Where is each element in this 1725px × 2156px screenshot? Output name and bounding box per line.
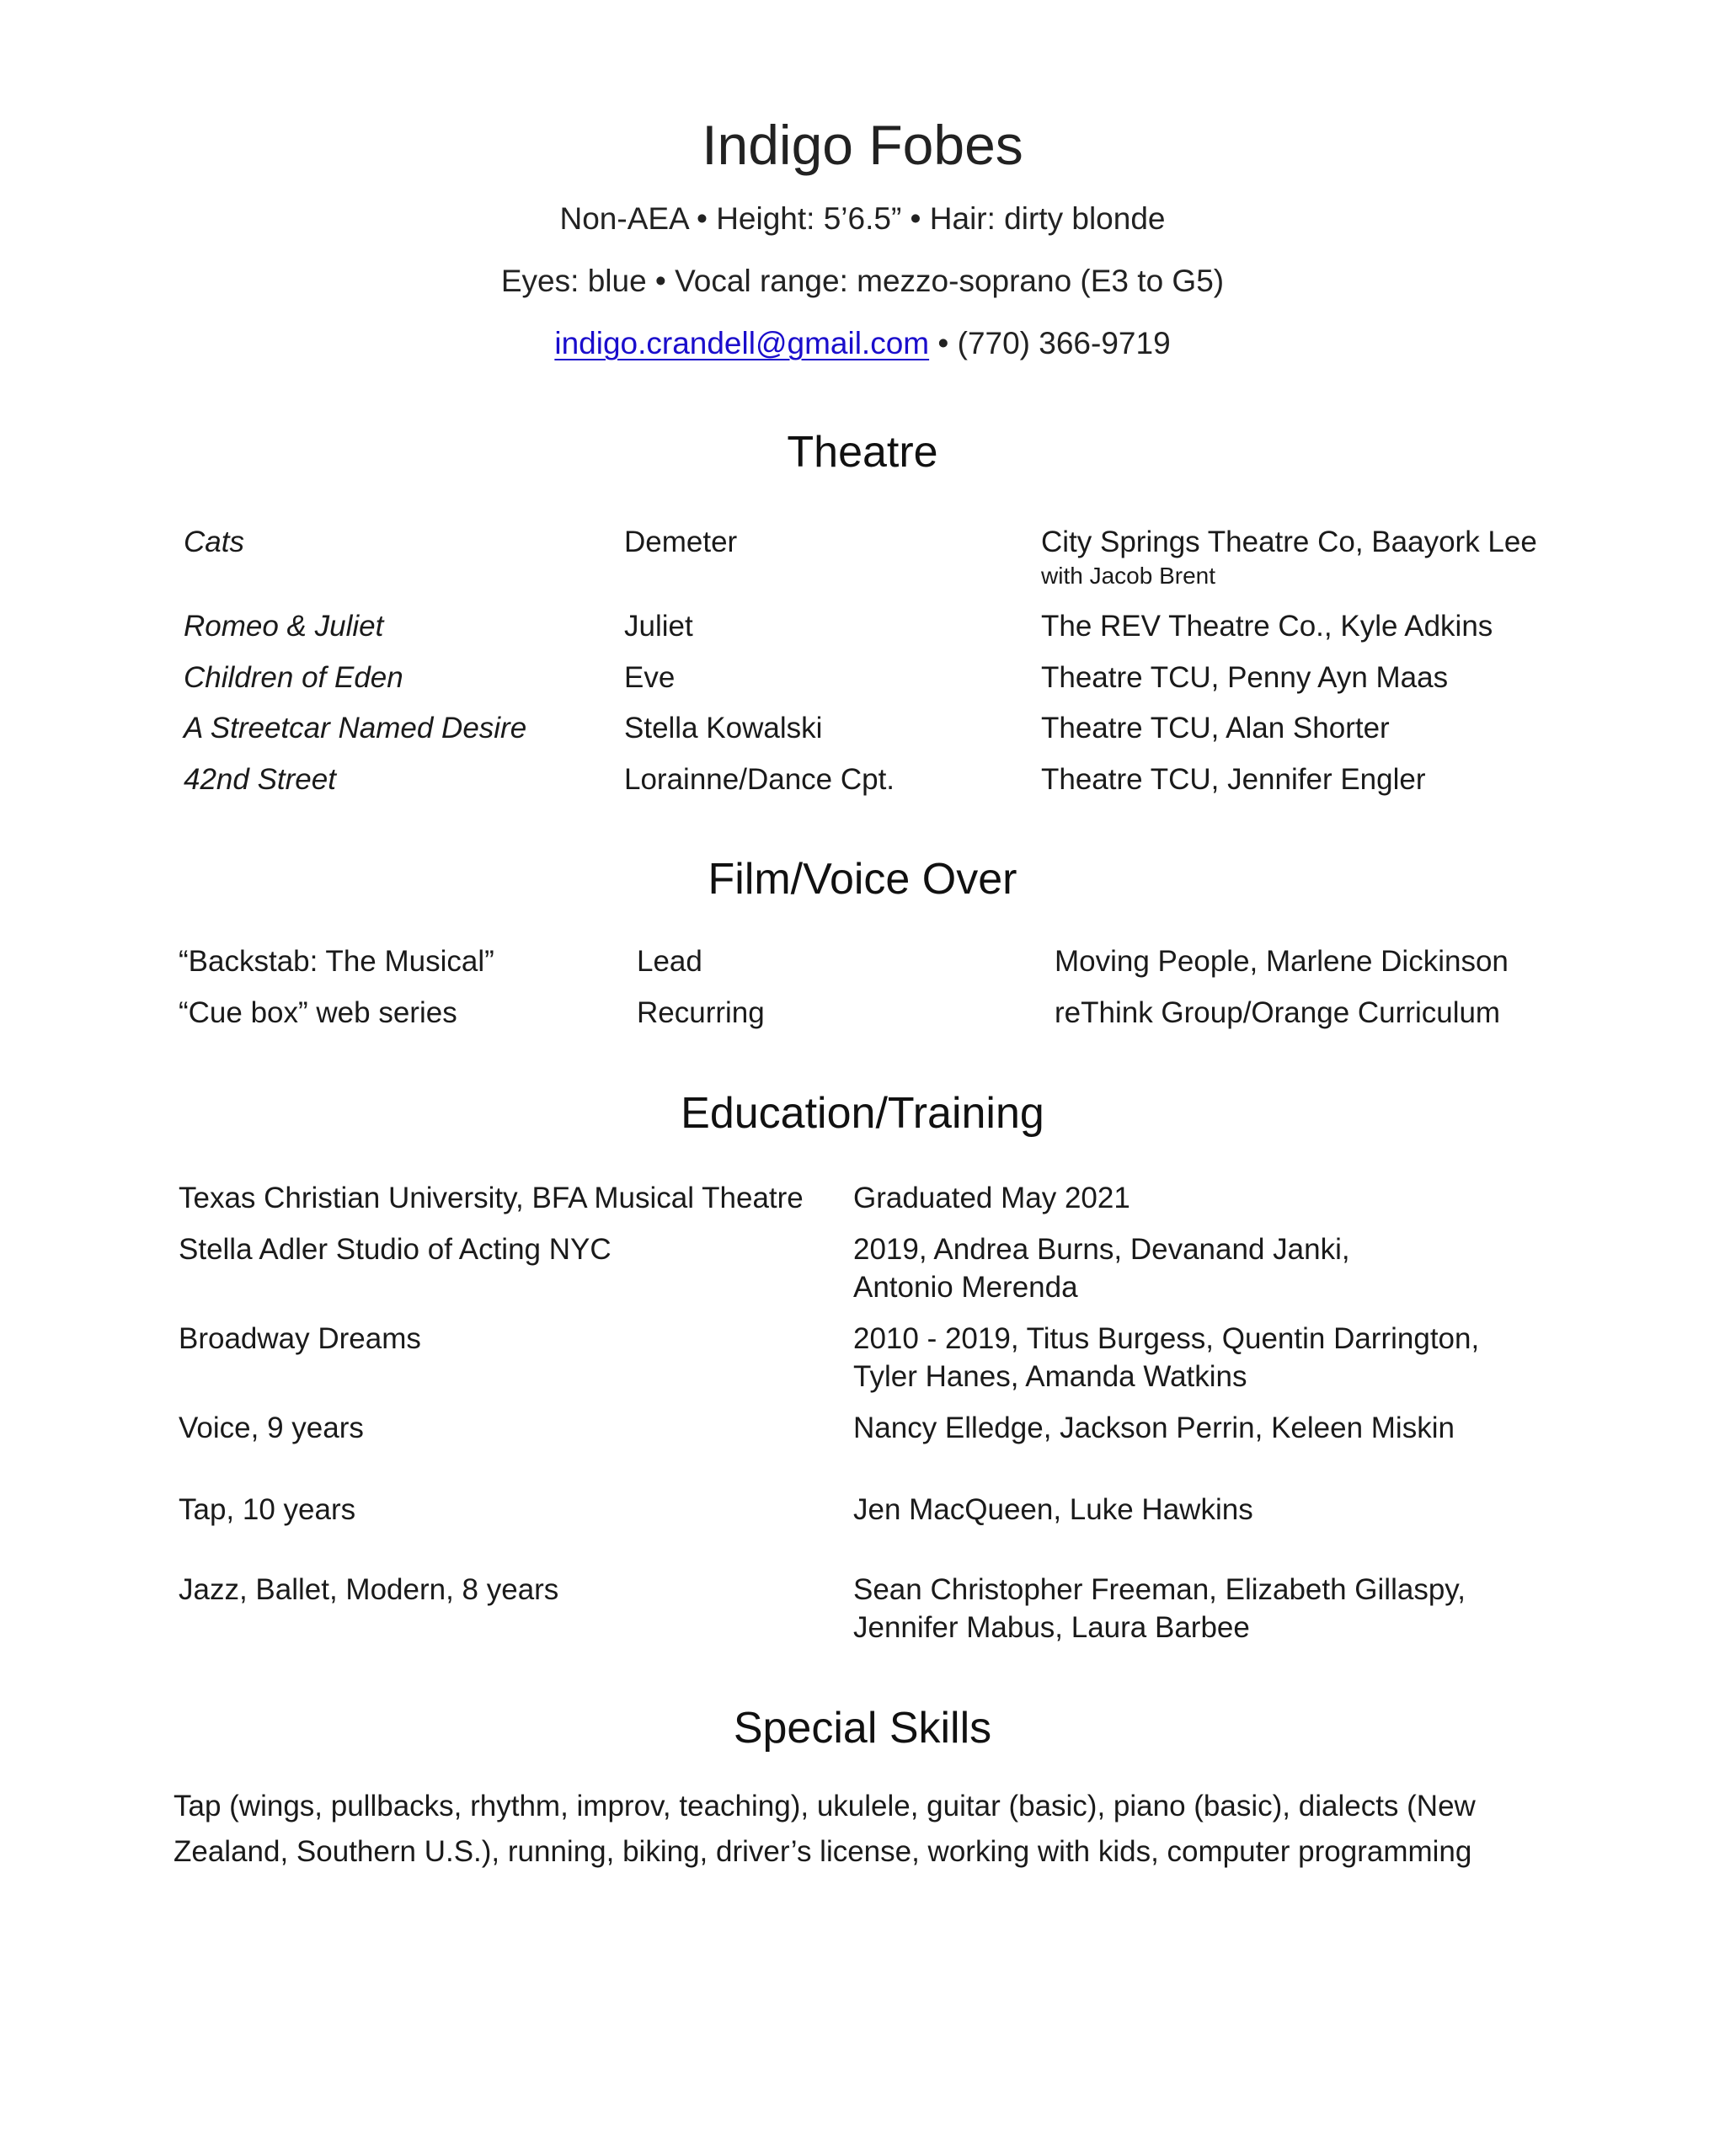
theatre-company: Theatre TCU, Jennifer Engler [1041,763,1426,796]
education-detail: Sean Christopher Freeman, Elizabeth Gillaspy, [853,1573,1466,1606]
education-detail: Tyler Hanes, Amanda Watkins [853,1360,1247,1393]
education-school: Broadway Dreams [179,1322,421,1355]
theatre-show: Romeo & Juliet [184,610,384,643]
resume-name: Indigo Fobes [702,114,1023,176]
skills-text-line-2: Zealand, Southern U.S.), running, biking, driver’s license, working with kids, computer programming [174,1835,1472,1868]
film-project: “Cue box” web series [179,996,457,1029]
theatre-role: Eve [624,661,676,694]
theatre-role: Juliet [624,610,693,643]
education-detail: Nancy Elledge, Jackson Perrin, Keleen Miskin [853,1412,1455,1444]
film-role: Recurring [637,996,765,1029]
theatre-show: Cats [184,526,244,558]
theatre-company: City Springs Theatre Co, Baayork Lee [1041,526,1537,558]
film-company: reThink Group/Orange Curriculum [1055,996,1501,1029]
theatre-company: The REV Theatre Co., Kyle Adkins [1041,610,1493,643]
theatre-company-note: with Jacob Brent [1041,563,1215,589]
education-detail: Graduated May 2021 [853,1182,1130,1214]
education-detail: Jennifer Mabus, Laura Barbee [853,1611,1250,1644]
theatre-show: 42nd Street [184,763,336,796]
info-line-vocal: Eyes: blue • Vocal range: mezzo-soprano (E3 to G5) [500,264,1225,298]
theatre-role: Demeter [624,526,738,558]
theatre-role: Stella Kowalski [624,712,823,744]
theatre-show: Children of Eden [184,661,403,694]
skills-text-line-1: Tap (wings, pullbacks, rhythm, improv, teaching), ukulele, guitar (basic), piano (basic), dialects (New [174,1790,1476,1822]
education-school: Texas Christian University, BFA Musical Theatre [179,1182,804,1214]
film-company: Moving People, Marlene Dickinson [1055,945,1509,978]
phone-number: • (770) 366-9719 [929,326,1171,360]
section-title-education: Education/Training [681,1089,1044,1138]
email-link[interactable]: indigo.crandell@gmail.com [554,326,930,360]
info-line-stats: Non-AEA • Height: 5’6.5” • Hair: dirty blonde [559,201,1166,236]
section-title-film: Film/Voice Over [708,855,1017,904]
section-title-theatre: Theatre [787,428,938,477]
theatre-show: A Streetcar Named Desire [184,712,527,744]
education-detail: Jen MacQueen, Luke Hawkins [853,1493,1253,1526]
film-role: Lead [637,945,702,978]
contact-line [0,324,1725,363]
theatre-company: Theatre TCU, Penny Ayn Maas [1041,661,1449,694]
theatre-company: Theatre TCU, Alan Shorter [1041,712,1390,744]
film-project: “Backstab: The Musical” [179,945,494,978]
education-detail: Antonio Merenda [853,1271,1078,1304]
education-school: Stella Adler Studio of Acting NYC [179,1233,611,1266]
education-detail: 2019, Andrea Burns, Devanand Janki, [853,1233,1350,1266]
education-school: Tap, 10 years [179,1493,356,1526]
section-title-skills: Special Skills [733,1704,992,1753]
education-school: Jazz, Ballet, Modern, 8 years [179,1573,559,1606]
education-detail: 2010 - 2019, Titus Burgess, Quentin Darrington, [853,1322,1480,1355]
theatre-role: Lorainne/Dance Cpt. [624,763,895,796]
education-school: Voice, 9 years [179,1412,364,1444]
